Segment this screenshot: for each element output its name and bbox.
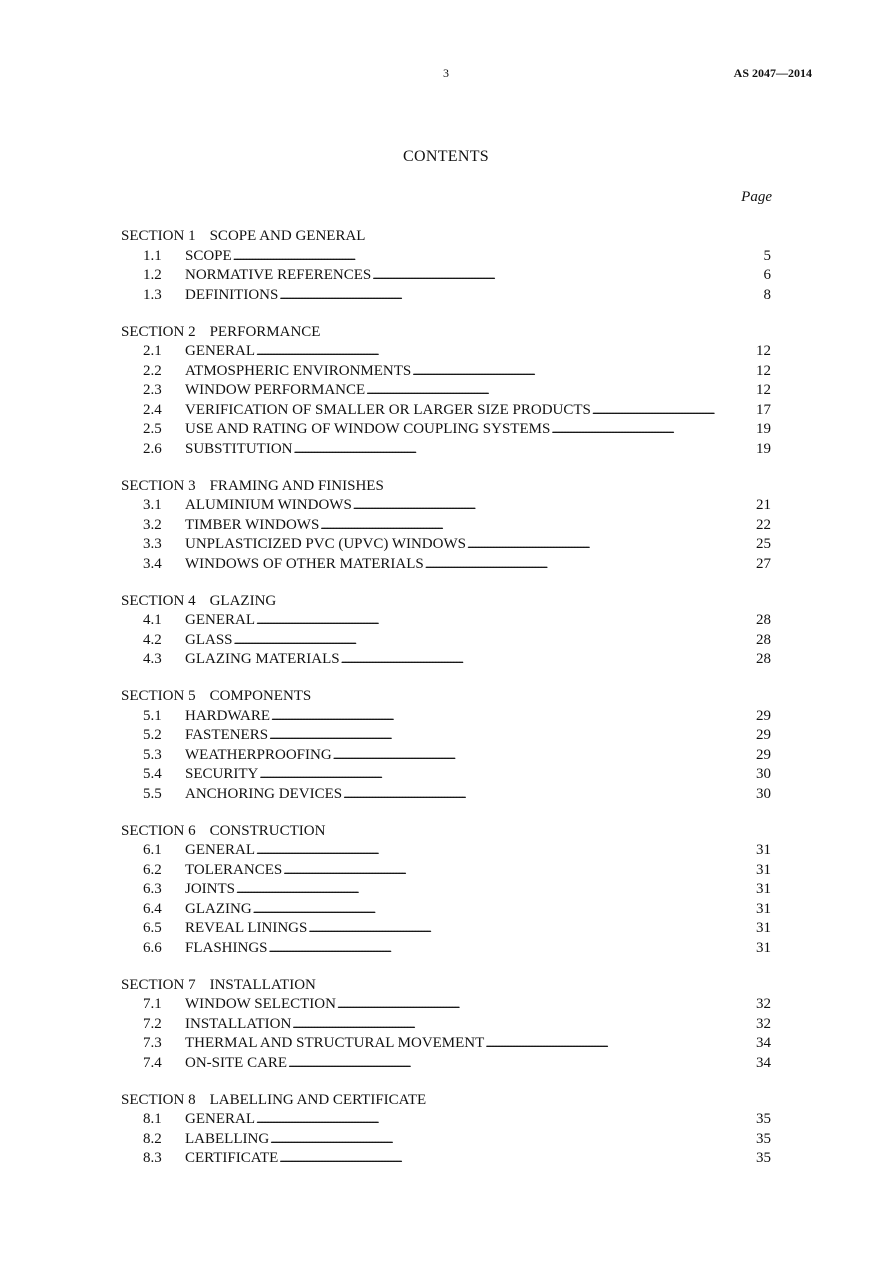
entry-number: 2.3 [143, 382, 162, 398]
entry-title: FLASHINGS [185, 939, 268, 956]
section-heading[interactable] [121, 323, 771, 343]
entry-number: 7.3 [143, 1035, 162, 1051]
toc-entry[interactable] [121, 611, 771, 631]
toc-section [121, 822, 771, 959]
section-label: SECTION 2 [121, 323, 196, 340]
entry-page-number: 32 [756, 1015, 771, 1032]
page-column-label: Page [741, 189, 772, 205]
entry-number: 3.1 [143, 497, 162, 513]
dot-leader [256, 1110, 754, 1130]
section-label: SECTION 1 [121, 228, 196, 244]
entry-number: 4.2 [143, 631, 162, 648]
entry-title: SCOPE [185, 247, 232, 264]
section-label: SECTION 5 [121, 688, 196, 704]
dot-leader [366, 381, 754, 401]
toc-entry[interactable] [121, 266, 771, 286]
section-label: SECTION 3 [121, 477, 196, 494]
dot-leader [259, 765, 754, 785]
entry-title: WINDOW SELECTION [185, 996, 336, 1012]
dot-leader [256, 841, 754, 861]
entry-number: 2.6 [143, 440, 162, 457]
dot-leader [551, 420, 754, 440]
entry-page-number: 31 [756, 861, 771, 878]
table-of-contents [121, 227, 771, 1186]
page-title: CONTENTS [403, 148, 489, 165]
toc-section [121, 1091, 771, 1169]
entry-page-number: 25 [756, 536, 771, 552]
entry-page-number: 35 [756, 1150, 771, 1166]
entry-number: 1.2 [143, 267, 162, 283]
toc-section [121, 227, 771, 305]
entry-page-number: 34 [756, 1035, 771, 1051]
toc-entry[interactable] [121, 841, 771, 861]
section-heading[interactable] [121, 976, 771, 996]
entry-page-number: 31 [756, 939, 771, 956]
toc-entry[interactable] [121, 1054, 771, 1074]
entry-title: REVEAL LININGS [185, 920, 308, 936]
entry-title: ALUMINIUM WINDOWS [185, 497, 352, 513]
entry-title: JOINTS [185, 881, 236, 897]
section-heading[interactable] [121, 1091, 771, 1111]
entry-title: TIMBER WINDOWS [185, 516, 320, 533]
dot-leader [308, 919, 754, 939]
entry-title: ATMOSPHERIC ENVIRONMENTS [185, 362, 412, 379]
entry-title: INSTALLATION [185, 1015, 292, 1032]
toc-entry[interactable] [121, 342, 771, 362]
entry-title: ON-SITE CARE [185, 1054, 288, 1071]
section-label: SECTION 6 [121, 822, 196, 839]
entry-number: 7.2 [143, 1015, 162, 1032]
entry-number: 8.2 [143, 1130, 162, 1147]
toc-entry[interactable] [121, 401, 771, 421]
entry-page-number: 12 [756, 343, 771, 359]
entry-page-number: 19 [756, 440, 771, 457]
toc-entry[interactable] [121, 1130, 771, 1150]
dot-leader [294, 440, 755, 460]
section-heading[interactable] [121, 687, 771, 707]
entry-title: GLAZING MATERIALS [185, 651, 340, 667]
dot-leader [292, 1015, 754, 1035]
section-heading[interactable] [121, 227, 771, 247]
toc-section [121, 976, 771, 1074]
toc-entry[interactable] [121, 707, 771, 727]
entry-number: 3.4 [143, 555, 162, 572]
section-label: SECTION 8 [121, 1091, 196, 1108]
entry-page-number: 29 [756, 707, 771, 724]
toc-entry[interactable] [121, 785, 771, 805]
dot-leader [592, 401, 754, 421]
entry-number: 1.1 [143, 247, 162, 264]
toc-entry[interactable] [121, 861, 771, 881]
dot-leader [337, 995, 754, 1015]
entry-title: UNPLASTICIZED PVC (UPVC) WINDOWS [185, 536, 466, 552]
entry-title: GENERAL [185, 1111, 255, 1127]
toc-entry[interactable] [121, 1110, 771, 1130]
entry-title: WEATHERPROOFING [185, 746, 332, 763]
toc-entry[interactable] [121, 726, 771, 746]
entry-title: WINDOWS OF OTHER MATERIALS [185, 555, 424, 572]
entry-number: 5.3 [143, 746, 162, 763]
entry-number: 4.3 [143, 651, 162, 667]
entry-page-number: 28 [756, 651, 771, 667]
entry-number: 8.1 [143, 1111, 162, 1127]
entry-number: 6.2 [143, 861, 162, 878]
entry-title: GLAZING [185, 900, 252, 917]
dot-leader [412, 362, 754, 382]
toc-entry[interactable] [121, 1015, 771, 1035]
dot-leader [233, 247, 754, 267]
toc-entry[interactable] [121, 919, 771, 939]
entry-title: FASTENERS [185, 727, 269, 743]
toc-entry[interactable] [121, 440, 771, 460]
dot-leader [283, 861, 754, 881]
entry-page-number: 30 [756, 785, 771, 802]
toc-entry[interactable] [121, 631, 771, 651]
entry-title: HARDWARE [185, 707, 270, 724]
dot-leader [288, 1054, 754, 1074]
entry-page-number: 32 [756, 996, 771, 1012]
entry-title: SECURITY [185, 766, 259, 782]
dot-leader [269, 939, 754, 959]
toc-entry[interactable] [121, 995, 771, 1015]
entry-page-number: 35 [756, 1111, 771, 1127]
entry-title: THERMAL AND STRUCTURAL MOVEMENT [185, 1035, 485, 1051]
entry-number: 7.4 [143, 1054, 162, 1071]
dot-leader [270, 1130, 754, 1150]
entry-number: 6.1 [143, 842, 162, 858]
entry-page-number: 21 [756, 497, 771, 513]
entry-page-number: 31 [756, 900, 771, 917]
entry-page-number: 12 [756, 362, 771, 379]
entry-page-number: 27 [756, 555, 771, 572]
toc-entry[interactable] [121, 1034, 771, 1054]
dot-leader [320, 516, 754, 536]
toc-entry[interactable] [121, 516, 771, 536]
entry-number: 5.4 [143, 766, 162, 782]
entry-title: GENERAL [185, 842, 255, 858]
entry-page-number: 12 [756, 382, 771, 398]
entry-number: 2.4 [143, 401, 162, 418]
entry-number: 3.2 [143, 516, 162, 533]
entry-title: NORMATIVE REFERENCES [185, 267, 372, 283]
section-title: COMPONENTS [209, 688, 312, 704]
section-title: INSTALLATION [209, 976, 316, 993]
dot-leader [234, 631, 754, 651]
entry-number: 6.5 [143, 920, 162, 936]
entry-page-number: 31 [756, 842, 771, 858]
entry-page-number: 17 [756, 401, 771, 418]
entry-number: 5.1 [143, 707, 162, 724]
toc-entry[interactable] [121, 900, 771, 920]
entry-title: WINDOW PERFORMANCE [185, 382, 366, 398]
entry-title: GENERAL [185, 343, 255, 359]
entry-title: USE AND RATING OF WINDOW COUPLING SYSTEMS [185, 421, 551, 437]
entry-page-number: 31 [756, 920, 771, 936]
entry-page-number: 35 [756, 1130, 771, 1147]
entry-title: GENERAL [185, 612, 255, 628]
dot-leader [279, 1149, 754, 1169]
entry-title: CERTIFICATE [185, 1150, 279, 1166]
section-heading[interactable] [121, 477, 771, 497]
dot-leader [269, 726, 754, 746]
toc-section [121, 477, 771, 575]
entry-title: ANCHORING DEVICES [185, 785, 343, 802]
toc-entry[interactable] [121, 496, 771, 516]
entry-title: DEFINITIONS [185, 286, 279, 303]
entry-number: 1.3 [143, 286, 162, 303]
entry-page-number: 22 [756, 516, 771, 533]
entry-page-number: 29 [756, 746, 771, 763]
section-label: SECTION 4 [121, 592, 196, 609]
toc-entry[interactable] [121, 650, 771, 670]
entry-number: 2.5 [143, 421, 162, 437]
entry-page-number: 31 [756, 881, 771, 897]
dot-leader [236, 880, 754, 900]
entry-page-number: 28 [756, 612, 771, 628]
dot-leader [253, 900, 754, 920]
entry-page-number: 5 [763, 247, 771, 264]
entry-number: 8.3 [143, 1150, 162, 1166]
dot-leader [279, 286, 754, 306]
entry-number: 2.1 [143, 343, 162, 359]
entry-page-number: 19 [756, 421, 771, 437]
dot-leader [256, 611, 754, 631]
entry-number: 4.1 [143, 612, 162, 628]
toc-entry[interactable] [121, 880, 771, 900]
entry-page-number: 8 [763, 286, 771, 303]
dot-leader [467, 535, 754, 555]
toc-entry[interactable] [121, 286, 771, 306]
entry-title: VERIFICATION OF SMALLER OR LARGER SIZE PRODUCTS [185, 401, 591, 418]
entry-number: 6.6 [143, 939, 162, 956]
dot-leader [372, 266, 754, 286]
toc-section [121, 323, 771, 460]
dot-leader [485, 1034, 754, 1054]
dot-leader [343, 785, 754, 805]
toc-entry[interactable] [121, 765, 771, 785]
dot-leader [271, 707, 754, 727]
toc-section [121, 687, 771, 804]
section-heading[interactable] [121, 592, 771, 612]
entry-page-number: 6 [763, 267, 771, 283]
page-number: 3 [443, 66, 449, 80]
entry-number: 7.1 [143, 996, 162, 1012]
entry-number: 6.4 [143, 900, 162, 917]
dot-leader [425, 555, 754, 575]
entry-number: 5.2 [143, 727, 162, 743]
section-title: PERFORMANCE [209, 323, 321, 340]
entry-page-number: 29 [756, 727, 771, 743]
entry-number: 3.3 [143, 536, 162, 552]
toc-entry[interactable] [121, 535, 771, 555]
dot-leader [353, 496, 754, 516]
section-heading[interactable] [121, 822, 771, 842]
entry-number: 5.5 [143, 785, 162, 802]
dot-leader [333, 746, 754, 766]
toc-entry[interactable] [121, 746, 771, 766]
toc-entry[interactable] [121, 555, 771, 575]
toc-entry[interactable] [121, 1149, 771, 1169]
entry-number: 6.3 [143, 881, 162, 897]
section-title: LABELLING AND CERTIFICATE [209, 1091, 427, 1108]
entry-title: GLASS [185, 631, 233, 648]
entry-title: LABELLING [185, 1130, 270, 1147]
entry-page-number: 28 [756, 631, 771, 648]
section-title: FRAMING AND FINISHES [209, 477, 384, 494]
section-label: SECTION 7 [121, 976, 196, 993]
dot-leader [256, 342, 754, 362]
entry-page-number: 34 [756, 1054, 771, 1071]
toc-entry[interactable] [121, 939, 771, 959]
toc-section [121, 592, 771, 670]
section-title: GLAZING [209, 592, 277, 609]
toc-entry[interactable] [121, 420, 771, 440]
toc-entry[interactable] [121, 381, 771, 401]
section-title: CONSTRUCTION [209, 822, 326, 839]
dot-leader [341, 650, 754, 670]
toc-entry[interactable] [121, 362, 771, 382]
toc-entry[interactable] [121, 247, 771, 267]
entry-title: SUBSTITUTION [185, 440, 293, 457]
entry-number: 2.2 [143, 362, 162, 379]
standard-id: AS 2047—2014 [733, 66, 812, 80]
section-title: SCOPE AND GENERAL [209, 228, 366, 244]
entry-title: TOLERANCES [185, 861, 283, 878]
entry-page-number: 30 [756, 766, 771, 782]
